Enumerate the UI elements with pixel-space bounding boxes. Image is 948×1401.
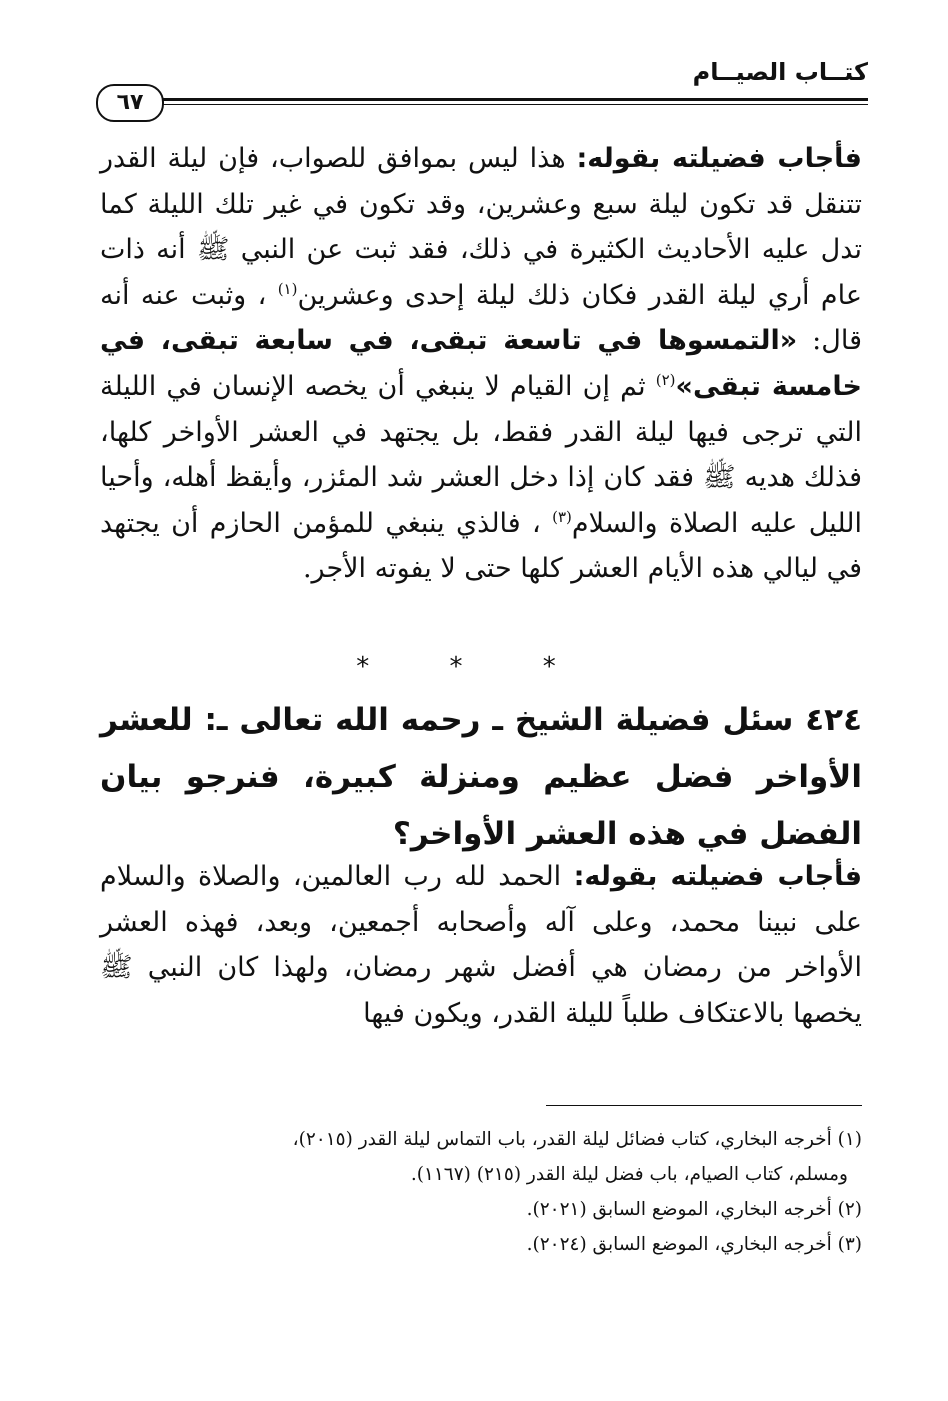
hadith-quote: «التمسوها في تاسعة تبقى، في سابعة تبقى، في خامسة تبقى» — [100, 325, 862, 402]
footnote-1 — [80, 1122, 862, 1192]
answer-text: ثم إن القيام لا ينبغي أن يخصه الإنسان في الليلة التي ترجى فيها ليلة القدر فقط، بل يجتهد في العشر الأواخر كلها، فذلك هديه ﷺ فقد كان إذا دخل العشر شد المئزر، وأيقظ أهله، وأحيا الليل عليه الصلاة والسلام — [100, 370, 862, 539]
footnotes — [80, 1122, 862, 1262]
answer-text: ، وثبت عنه أنه قال: — [100, 279, 862, 357]
header-rule — [158, 98, 868, 101]
running-header-title: كتــاب الصيــام — [692, 58, 868, 86]
footnote-ref-1[interactable]: (١) — [277, 279, 298, 298]
answer-paragraph-2 — [100, 854, 862, 1036]
answer-text: ، فالذي ينبغي للمؤمن الحازم أن يجتهد في ليالي هذه الأيام العشر كلها حتى لا يفوته الأجر. — [100, 507, 862, 585]
question-424: ٤٢٤ سئل فضيلة الشيخ ـ رحمه الله تعالى ـ: للعشر الأواخر فضل عظيم ومنزلة كبيرة، فنرجو بيان الفضل في هذه العشر الأواخر؟ — [100, 702, 862, 852]
footnote-ref-3[interactable]: (٣) — [552, 507, 572, 526]
page-number: ٦٧ — [96, 84, 164, 122]
answer-text: هذا ليس بموافق للصواب، فإن ليلة القدر تتنقل قد تكون ليلة سبع وعشرين، وقد تكون في غير تلك الليلة كما تدل عليه الأحاديث الكثيرة في ذلك، فقد ثبت عن النبي ﷺ أنه ذات عام أري ليلة القدر فكان ذلك ليلة إحدى وعشرين — [100, 143, 862, 311]
footnote-text: (١) أخرجه البخاري، كتاب فضائل ليلة القدر، باب التماس ليلة القدر (٢٠١٥)، — [292, 1129, 862, 1150]
footnote-text: ومسلم، كتاب الصيام، باب فضل ليلة القدر (٢١٥) (١١٦٧). — [410, 1164, 848, 1185]
footnote-3 — [80, 1227, 862, 1262]
answer-lead: فأجاب فضيلته بقوله: — [573, 861, 862, 892]
footnote-text: (٣) أخرجه البخاري، الموضع السابق (٢٠٢٤). — [526, 1234, 862, 1255]
header-rule-thin — [158, 104, 868, 105]
footnote-ref-2[interactable]: (٢) — [655, 370, 676, 389]
answer-text: الحمد لله رب العالمين، والصلاة والسلام على نبينا محمد، وعلى آله وأصحابه أجمعين، وبعد، فهذه العشر الأواخر من رمضان هي أفضل شهر رمضان، ولهذا كان النبي ﷺ يخصها بالاعتكاف طلباً لليلة القدر، ويكون فيها — [100, 861, 862, 1029]
answer-lead: فأجاب فضيلته بقوله: — [576, 143, 862, 174]
footnote-separator — [546, 1105, 862, 1106]
footnote-text: (٢) أخرجه البخاري، الموضع السابق (٢٠٢١). — [526, 1199, 862, 1220]
section-separator: * * * — [356, 652, 592, 682]
footnote-2 — [80, 1192, 862, 1227]
answer-paragraph-1 — [100, 136, 862, 592]
